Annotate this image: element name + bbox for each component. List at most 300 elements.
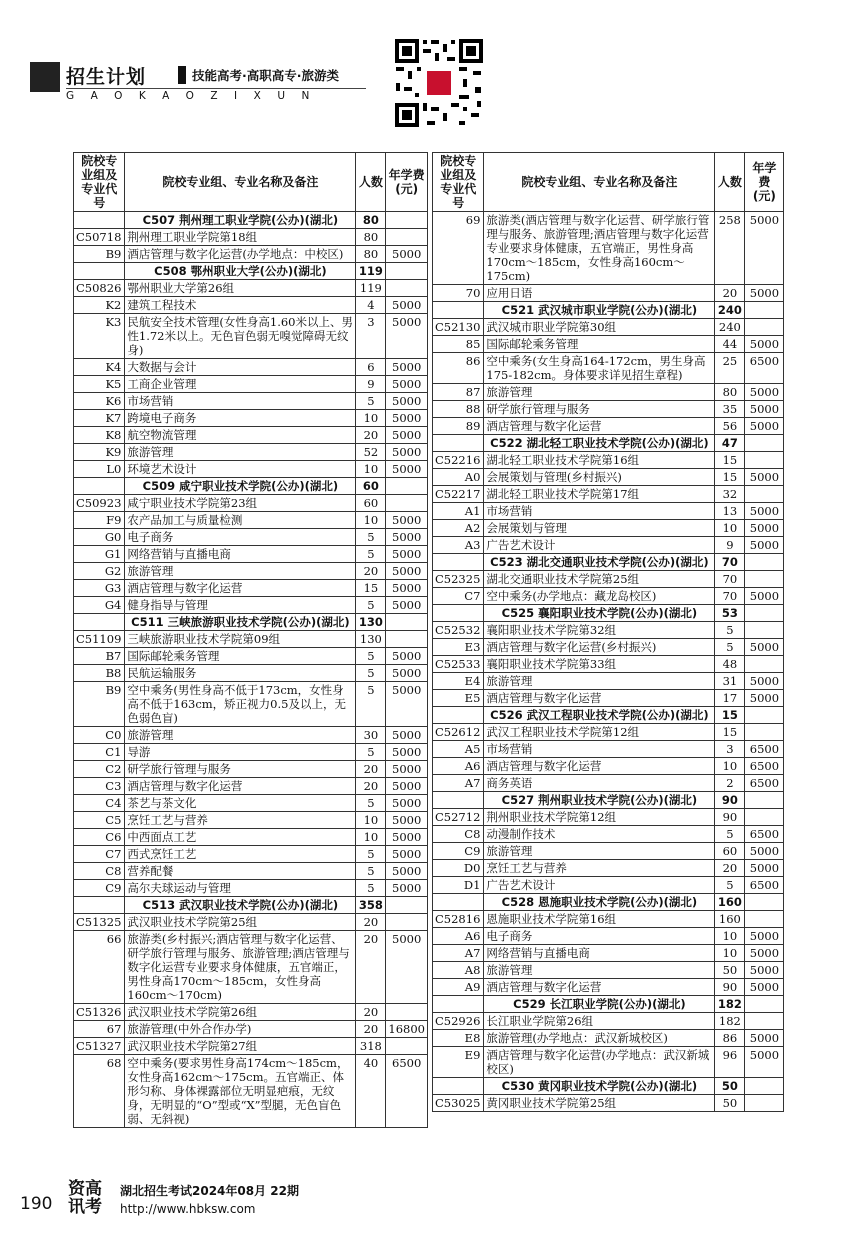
cell-name: 湖北轻工职业技术学院第17组 (484, 486, 715, 503)
cell-fee (386, 495, 428, 512)
section-subtitle: 技能高考·高职高专·旅游类 (192, 68, 339, 83)
cell-fee (745, 605, 784, 622)
page-footer (20, 1180, 340, 1220)
cell-name: 酒店管理与数字化运营 (484, 758, 715, 775)
cell-name: 跨境电子商务 (125, 410, 356, 427)
cell-code (433, 1078, 484, 1095)
header-fee: 年学费(元) (386, 153, 428, 212)
major-row (433, 588, 784, 605)
major-row (74, 580, 428, 597)
cell-code: A9 (433, 979, 484, 996)
cell-count: 240 (715, 302, 745, 319)
cell-count: 25 (715, 353, 745, 384)
cell-code: C8 (433, 826, 484, 843)
cell-name: 健身指导与管理 (125, 597, 356, 614)
cell-count: 5 (356, 597, 386, 614)
cell-count: 5 (356, 880, 386, 897)
cell-fee (745, 622, 784, 639)
cell-name: 旅游管理 (125, 727, 356, 744)
cell-fee (386, 1038, 428, 1055)
major-row (74, 829, 428, 846)
cell-code: C50923 (74, 495, 125, 512)
cell-count: 90 (715, 792, 745, 809)
cell-code (433, 605, 484, 622)
cell-count: 86 (715, 1030, 745, 1047)
cell-name: 武汉职业技术学院第26组 (125, 1004, 356, 1021)
major-row (74, 359, 428, 376)
cell-code: K8 (74, 427, 125, 444)
major-row (433, 212, 784, 285)
cell-count: 318 (356, 1038, 386, 1055)
cell-count: 70 (715, 588, 745, 605)
cell-count: 119 (356, 280, 386, 297)
cell-name: 广告艺术设计 (484, 877, 715, 894)
cell-name: 研学旅行管理与服务 (484, 401, 715, 418)
cell-fee: 5000 (386, 376, 428, 393)
cell-name: 旅游管理 (484, 384, 715, 401)
cell-count: 40 (356, 1055, 386, 1128)
cell-name: 营养配餐 (125, 863, 356, 880)
cell-count: 80 (356, 229, 386, 246)
major-row (74, 246, 428, 263)
cell-name: 市场营销 (484, 503, 715, 520)
cell-code: D1 (433, 877, 484, 894)
cell-code: L0 (74, 461, 125, 478)
cell-code: G1 (74, 546, 125, 563)
cell-fee (745, 724, 784, 741)
cell-count: 90 (715, 979, 745, 996)
cell-count: 30 (356, 727, 386, 744)
cell-fee (745, 302, 784, 319)
cell-code: C4 (74, 795, 125, 812)
header-name: 院校专业组、专业名称及备注 (484, 153, 715, 212)
cell-name: 空中乘务(办学地点：藏龙岛校区) (484, 588, 715, 605)
cell-code: C50718 (74, 229, 125, 246)
cell-fee: 5000 (386, 314, 428, 359)
cell-count: 20 (356, 914, 386, 931)
cell-count: 10 (356, 812, 386, 829)
cell-fee: 5000 (386, 846, 428, 863)
cell-fee: 5000 (386, 931, 428, 1004)
cell-count: 5 (356, 863, 386, 880)
cell-name: 商务英语 (484, 775, 715, 792)
publication-logo: 资高讯考 (68, 1179, 102, 1217)
cell-code: C52533 (433, 656, 484, 673)
group-row (74, 1038, 428, 1055)
cell-count: 15 (356, 580, 386, 597)
group-row (433, 1013, 784, 1030)
cell-fee: 5000 (386, 393, 428, 410)
cell-fee: 6500 (745, 758, 784, 775)
cell-name: C523 湖北交通职业技术学院(公办)(湖北) (484, 554, 715, 571)
cell-fee: 5000 (745, 673, 784, 690)
cell-count: 44 (715, 336, 745, 353)
group-row (74, 229, 428, 246)
cell-name: 高尔夫球运动与管理 (125, 880, 356, 897)
cell-count: 182 (715, 1013, 745, 1030)
cell-name: 国际邮轮乘务管理 (125, 648, 356, 665)
cell-count: 80 (715, 384, 745, 401)
cell-name: 农产品加工与质量检测 (125, 512, 356, 529)
cell-code: A6 (433, 758, 484, 775)
cell-count: 258 (715, 212, 745, 285)
cell-count: 17 (715, 690, 745, 707)
cell-count: 50 (715, 962, 745, 979)
school-row (433, 894, 784, 911)
cell-count: 5 (356, 393, 386, 410)
cell-code: K6 (74, 393, 125, 410)
major-row (74, 314, 428, 359)
cell-code: 66 (74, 931, 125, 1004)
major-row (433, 1030, 784, 1047)
cell-code (74, 212, 125, 229)
cell-name: 酒店管理与数字化运营 (484, 690, 715, 707)
cell-fee: 5000 (745, 418, 784, 435)
cell-name: 烹饪工艺与营养 (484, 860, 715, 877)
cell-count: 15 (715, 469, 745, 486)
cell-name: C529 长江职业学院(公办)(湖北) (484, 996, 715, 1013)
cell-fee (745, 452, 784, 469)
group-row (433, 911, 784, 928)
cell-fee (745, 707, 784, 724)
cell-count: 5 (356, 682, 386, 727)
cell-code: C52216 (433, 452, 484, 469)
header-block-icon (30, 62, 60, 92)
cell-code: C51109 (74, 631, 125, 648)
cell-name: 恩施职业技术学院第16组 (484, 911, 715, 928)
major-row (433, 537, 784, 554)
cell-code (74, 478, 125, 495)
cell-name: C528 恩施职业技术学院(公办)(湖北) (484, 894, 715, 911)
enrollment-table-left (73, 152, 428, 1128)
cell-code: C52926 (433, 1013, 484, 1030)
cell-name: 旅游管理 (484, 673, 715, 690)
cell-count: 20 (356, 778, 386, 795)
major-row (74, 297, 428, 314)
cell-fee: 6500 (745, 741, 784, 758)
cell-count: 10 (356, 829, 386, 846)
cell-fee (386, 229, 428, 246)
cell-count: 48 (715, 656, 745, 673)
website-link[interactable]: http://www.hbksw.com (120, 1202, 256, 1216)
cell-count: 240 (715, 319, 745, 336)
major-row (74, 761, 428, 778)
cell-count: 60 (356, 495, 386, 512)
group-row (433, 319, 784, 336)
cell-code: C0 (74, 727, 125, 744)
cell-code: C50826 (74, 280, 125, 297)
header-name: 院校专业组、专业名称及备注 (125, 153, 356, 212)
cell-name: C522 湖北轻工职业技术学院(公办)(湖北) (484, 435, 715, 452)
cell-code: 69 (433, 212, 484, 285)
cell-code: C53025 (433, 1095, 484, 1112)
cell-code (433, 894, 484, 911)
cell-name: 中西面点工艺 (125, 829, 356, 846)
cell-code: C1 (74, 744, 125, 761)
cell-fee: 6500 (745, 877, 784, 894)
cell-name: 西式烹饪工艺 (125, 846, 356, 863)
cell-code: C8 (74, 863, 125, 880)
major-row (74, 461, 428, 478)
major-row (433, 877, 784, 894)
cell-code: A1 (433, 503, 484, 520)
major-row (74, 563, 428, 580)
major-row (74, 376, 428, 393)
cell-code: C7 (433, 588, 484, 605)
cell-fee (745, 486, 784, 503)
section-pinyin: GAOKAOZIXUN (66, 90, 326, 102)
cell-fee: 5000 (745, 336, 784, 353)
major-row (74, 512, 428, 529)
cell-name: 市场营销 (125, 393, 356, 410)
school-row (74, 614, 428, 631)
major-row (433, 503, 784, 520)
cell-fee: 5000 (386, 761, 428, 778)
cell-count: 160 (715, 894, 745, 911)
cell-name: 酒店管理与数字化运营(办学地点：中校区) (125, 246, 356, 263)
cell-fee (386, 263, 428, 280)
cell-code: 86 (433, 353, 484, 384)
header-fee: 年学费(元) (745, 153, 784, 212)
cell-name: 旅游类(酒店管理与数字化运营、研学旅行管理与服务、旅游管理;酒店管理与数字化运营专业要求身体健康，五官端正，男性身高170cm～185cm，女性身高160cm～175cm) (484, 212, 715, 285)
school-row (433, 1078, 784, 1095)
cell-code: 85 (433, 336, 484, 353)
cell-code: A6 (433, 928, 484, 945)
cell-name: 咸宁职业技术学院第23组 (125, 495, 356, 512)
cell-fee: 5000 (386, 580, 428, 597)
cell-name: 网络营销与直播电商 (125, 546, 356, 563)
cell-count: 32 (715, 486, 745, 503)
cell-fee: 5000 (386, 512, 428, 529)
cell-fee: 5000 (745, 928, 784, 945)
cell-fee: 5000 (745, 503, 784, 520)
cell-fee (745, 435, 784, 452)
cell-count: 10 (356, 461, 386, 478)
cell-name: C525 襄阳职业技术学院(公办)(湖北) (484, 605, 715, 622)
cell-fee (745, 319, 784, 336)
cell-count: 10 (356, 410, 386, 427)
group-row (433, 571, 784, 588)
cell-count: 3 (356, 314, 386, 359)
major-row (74, 648, 428, 665)
major-row (433, 469, 784, 486)
cell-fee (745, 792, 784, 809)
header-count: 人数 (356, 153, 386, 212)
cell-code: B9 (74, 246, 125, 263)
major-row (433, 843, 784, 860)
group-row (74, 914, 428, 931)
major-row (433, 401, 784, 418)
cell-fee (745, 809, 784, 826)
cell-count: 5 (715, 826, 745, 843)
cell-count: 70 (715, 571, 745, 588)
cell-name: 空中乘务(女生身高164-172cm，男生身高175-182cm。身体要求详见招生章程) (484, 353, 715, 384)
cell-code: C52130 (433, 319, 484, 336)
cell-count: 15 (715, 452, 745, 469)
cell-fee: 5000 (745, 212, 784, 285)
cell-fee (386, 478, 428, 495)
cell-count: 80 (356, 246, 386, 263)
cell-name: C508 鄂州职业大学(公办)(湖北) (125, 263, 356, 280)
cell-fee (386, 280, 428, 297)
cell-count: 20 (356, 427, 386, 444)
header-code: 院校专业组及专业代号 (433, 153, 484, 212)
cell-code: B8 (74, 665, 125, 682)
cell-fee: 5000 (386, 682, 428, 727)
cell-count: 60 (356, 478, 386, 495)
major-row (433, 690, 784, 707)
cell-fee: 5000 (386, 546, 428, 563)
major-row (433, 336, 784, 353)
cell-count: 80 (356, 212, 386, 229)
cell-fee: 5000 (745, 979, 784, 996)
major-row (74, 444, 428, 461)
cell-count: 96 (715, 1047, 745, 1078)
cell-count: 5 (356, 795, 386, 812)
cell-fee: 6500 (745, 826, 784, 843)
major-row (74, 682, 428, 727)
cell-name: 酒店管理与数字化运营(乡村振兴) (484, 639, 715, 656)
cell-code: K5 (74, 376, 125, 393)
cell-code (74, 614, 125, 631)
cell-count: 5 (715, 877, 745, 894)
cell-count: 20 (356, 563, 386, 580)
cell-name: 襄阳职业技术学院第32组 (484, 622, 715, 639)
cell-fee (386, 212, 428, 229)
page-header (30, 62, 360, 102)
cell-code: K4 (74, 359, 125, 376)
cell-count: 31 (715, 673, 745, 690)
cell-name: 国际邮轮乘务管理 (484, 336, 715, 353)
cell-fee (386, 1004, 428, 1021)
cell-fee: 5000 (745, 520, 784, 537)
cell-code: E4 (433, 673, 484, 690)
cell-code: B9 (74, 682, 125, 727)
cell-name: 湖北轻工职业技术学院第16组 (484, 452, 715, 469)
header-rule (66, 88, 366, 89)
cell-count: 10 (715, 928, 745, 945)
cell-name: 武汉职业技术学院第25组 (125, 914, 356, 931)
cell-name: C530 黄冈职业技术学院(公办)(湖北) (484, 1078, 715, 1095)
cell-name: 茶艺与茶文化 (125, 795, 356, 812)
major-row (433, 418, 784, 435)
cell-name: 建筑工程技术 (125, 297, 356, 314)
cell-fee (745, 996, 784, 1013)
cell-code: C52217 (433, 486, 484, 503)
cell-name: 荆州职业技术学院第12组 (484, 809, 715, 826)
major-row (433, 962, 784, 979)
cell-code: E9 (433, 1047, 484, 1078)
major-row (74, 931, 428, 1004)
cell-count: 10 (715, 945, 745, 962)
cell-count: 35 (715, 401, 745, 418)
school-row (433, 435, 784, 452)
cell-name: 旅游管理(办学地点：武汉新城校区) (484, 1030, 715, 1047)
cell-fee: 5000 (386, 246, 428, 263)
cell-code: C3 (74, 778, 125, 795)
cell-fee: 5000 (386, 778, 428, 795)
major-row (433, 860, 784, 877)
cell-name: 武汉职业技术学院第27组 (125, 1038, 356, 1055)
cell-code (433, 996, 484, 1013)
cell-name: 航空物流管理 (125, 427, 356, 444)
cell-code: A7 (433, 945, 484, 962)
major-row (433, 384, 784, 401)
group-row (433, 724, 784, 741)
enrollment-table-right (432, 152, 784, 1112)
cell-count: 160 (715, 911, 745, 928)
cell-fee: 5000 (386, 863, 428, 880)
cell-fee: 5000 (386, 359, 428, 376)
cell-count: 2 (715, 775, 745, 792)
cell-count: 70 (715, 554, 745, 571)
cell-code: C51326 (74, 1004, 125, 1021)
cell-code: A5 (433, 741, 484, 758)
cell-code: 87 (433, 384, 484, 401)
cell-fee: 5000 (745, 1030, 784, 1047)
major-row (433, 639, 784, 656)
cell-fee: 5000 (386, 880, 428, 897)
cell-fee: 5000 (386, 427, 428, 444)
major-row (74, 880, 428, 897)
group-row (74, 495, 428, 512)
cell-code: C52325 (433, 571, 484, 588)
cell-name: 旅游管理 (125, 444, 356, 461)
section-title: 招生计划 (66, 66, 147, 88)
cell-fee (745, 1013, 784, 1030)
cell-count: 9 (356, 376, 386, 393)
cell-name: C507 荆州理工职业学院(公办)(湖北) (125, 212, 356, 229)
cell-fee: 5000 (386, 597, 428, 614)
cell-code (433, 792, 484, 809)
major-row (433, 1047, 784, 1078)
cell-count: 6 (356, 359, 386, 376)
cell-name: 网络营销与直播电商 (484, 945, 715, 962)
cell-fee (745, 1095, 784, 1112)
cell-fee: 6500 (745, 775, 784, 792)
cell-count: 5 (356, 546, 386, 563)
cell-name: 旅游管理(中外合作办学) (125, 1021, 356, 1038)
cell-fee: 5000 (745, 537, 784, 554)
cell-count: 130 (356, 614, 386, 631)
cell-count: 5 (356, 846, 386, 863)
cell-count: 5 (715, 639, 745, 656)
major-row (74, 1055, 428, 1128)
group-row (433, 622, 784, 639)
cell-code: 89 (433, 418, 484, 435)
group-row (433, 1095, 784, 1112)
cell-count: 13 (715, 503, 745, 520)
cell-name: 空中乘务(要求男性身高174cm～185cm，女性身高162cm～175cm。五官端正、体形匀称、身体裸露部位无明显疤痕，无纹身，无明显的“O”型或“X”型腿，无色盲色弱、无斜视) (125, 1055, 356, 1128)
major-row (433, 945, 784, 962)
cell-code: K2 (74, 297, 125, 314)
cell-count: 119 (356, 263, 386, 280)
cell-name: 酒店管理与数字化运营(办学地点：武汉新城校区) (484, 1047, 715, 1078)
cell-name: C527 荆州职业技术学院(公办)(湖北) (484, 792, 715, 809)
cell-name: 武汉城市职业学院第30组 (484, 319, 715, 336)
school-row (74, 478, 428, 495)
cell-fee: 5000 (745, 469, 784, 486)
cell-fee (745, 554, 784, 571)
cell-count: 20 (356, 931, 386, 1004)
school-row (433, 605, 784, 622)
cell-name: 民航安全技术管理(女性身高1.60米以上、男性1.72米以上。无色盲色弱无嗅觉障碍无纹身) (125, 314, 356, 359)
cell-fee: 5000 (386, 444, 428, 461)
cell-code: C9 (74, 880, 125, 897)
cell-name: 黄冈职业技术学院第25组 (484, 1095, 715, 1112)
major-row (74, 410, 428, 427)
cell-code: 67 (74, 1021, 125, 1038)
